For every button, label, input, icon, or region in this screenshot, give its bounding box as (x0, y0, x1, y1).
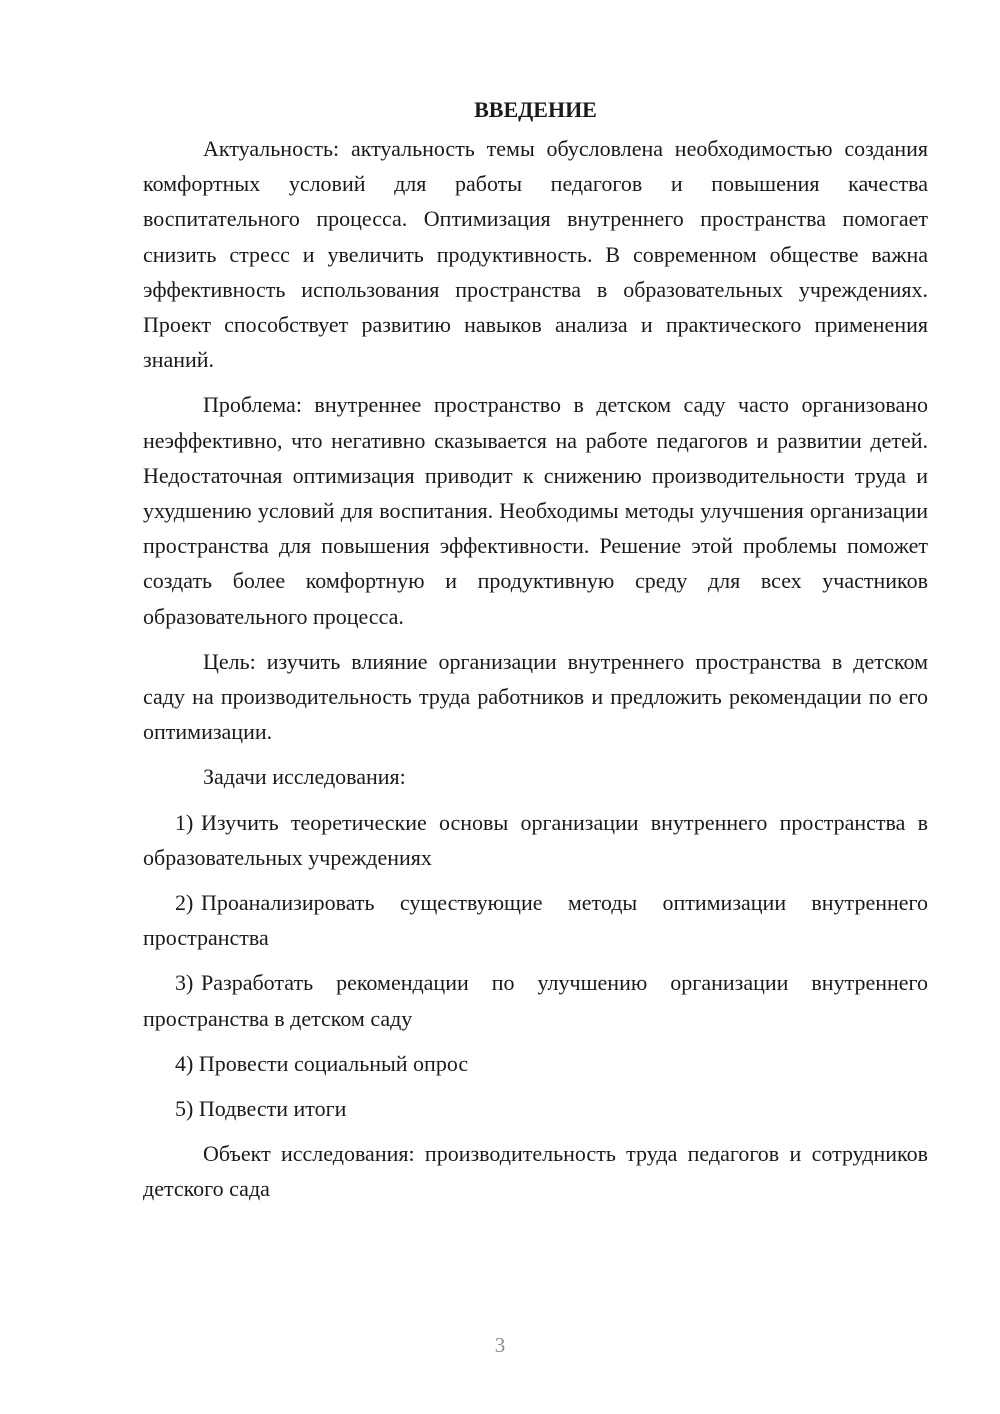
task-item-3 (143, 965, 928, 1035)
task-number: 5) (175, 1096, 194, 1122)
goal-paragraph: Цель: изучить влияние организации внутреннего пространства в детском саду на производительность труда работников и предложить рекомендации по его оптимизации. (143, 648, 928, 745)
task-number: 4) (175, 1050, 194, 1076)
task-text: Разработать рекомендации по улучшению организации внутреннего пространства в детском саду (143, 970, 928, 1031)
tasks-heading: Задачи исследования: (203, 764, 406, 790)
object-paragraph: Объект исследования: производительность труда педагогов и сотрудников детского сада (143, 1141, 928, 1202)
task-number: 3) (175, 970, 194, 996)
task-text: Изучить теоретические основы организации внутреннего пространства в образовательных учреждениях (143, 809, 928, 870)
task-item-5 (143, 1091, 928, 1126)
task-number: 2) (175, 890, 194, 916)
task-item-4 (143, 1046, 928, 1081)
document-page (143, 92, 928, 1217)
task-item-2 (143, 885, 928, 955)
page-number: 3 (494, 1333, 506, 1357)
task-number: 1) (175, 809, 194, 835)
task-text: Проанализировать существующие методы оптимизации внутреннего пространства (143, 890, 928, 951)
problem-paragraph: Проблема: внутреннее пространство в детском саду часто организовано неэффективно, что негативно сказывается на работе педагогов и развитии детей. Недостаточная оптимизация приводит к снижению производительности труда и ухудшению условий для воспитания. Необходимы методы улучшения организации пространства для повышения эффективности. Решение этой проблемы поможет создать более комфортную и продуктивную среду для всех участников образовательного процесса. (143, 392, 928, 629)
relevance-paragraph: Актуальность: актуальность темы обусловлена необходимостью создания комфортных условий для работы педагогов и повышения качества воспитательного процесса. Оптимизация внутреннего пространства помогает снизить стресс и увеличить продуктивность. В современном обществе важна эффективность использования пространства в образовательных учреждениях. Проект способствует развитию навыков анализа и практического применения знаний. (143, 136, 928, 373)
task-text: Подвести итоги (198, 1096, 347, 1122)
task-item-1 (143, 805, 928, 875)
section-title: ВВЕДЕНИЕ (474, 97, 597, 122)
task-text: Провести социальный опрос (198, 1050, 469, 1076)
